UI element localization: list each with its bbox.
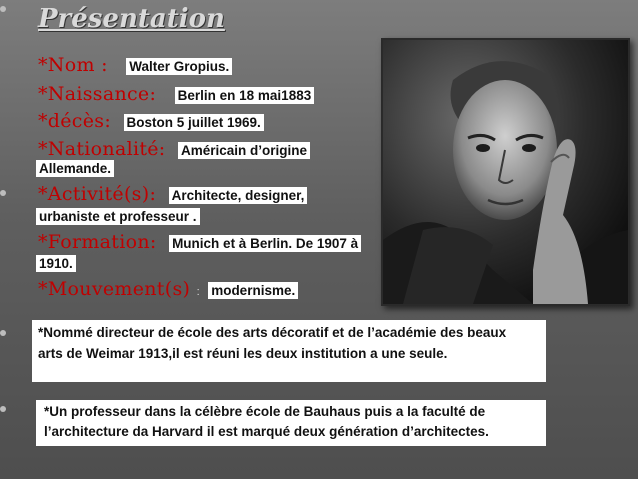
- label-activite: *Activité(s):: [38, 183, 157, 205]
- info-box-professeur-line1: *Un professeur dans la célèbre école de Bauhaus puis a la faculté de: [44, 404, 486, 419]
- field-nationalite: [38, 138, 310, 160]
- mouvement-colon: :: [196, 286, 200, 298]
- portrait-illustration: [383, 40, 628, 304]
- info-box-directeur: [32, 320, 546, 382]
- field-naissance: [38, 83, 314, 105]
- label-deces: *décès:: [38, 110, 112, 132]
- value-formation-cont: 1910.: [36, 255, 76, 272]
- bullet-dot: [0, 6, 6, 12]
- field-mouvement: [38, 278, 298, 300]
- field-nom: [38, 54, 232, 76]
- slide-title: Présentation: [38, 4, 225, 34]
- info-box-professeur: [36, 400, 546, 446]
- value-nom: Walter Gropius.: [126, 58, 232, 75]
- value-formation: Munich et à Berlin. De 1907 à: [169, 235, 361, 252]
- value-nationalite-cont: Allemande.: [36, 160, 114, 177]
- bullet-dot: [0, 190, 6, 196]
- label-naissance: *Naissance:: [38, 83, 157, 105]
- value-mouvement: modernisme.: [208, 282, 298, 299]
- value-activite: Architecte, designer,: [169, 187, 308, 204]
- info-box-directeur-line2: arts de Weimar 1913,il est réuni les deux institution a une seule.: [38, 346, 448, 361]
- label-mouvement: *Mouvement(s): [38, 278, 191, 300]
- info-box-professeur-line2: l’architecture da Harvard il est marqué deux génération d’architectes.: [44, 424, 489, 439]
- field-activite: [38, 183, 307, 205]
- label-nationalite: *Nationalité:: [38, 138, 166, 160]
- bullet-dot: [0, 406, 6, 412]
- label-nom: *Nom :: [38, 54, 108, 76]
- value-naissance: Berlin en 18 mai1883: [175, 87, 315, 104]
- portrait-photo: [381, 38, 630, 306]
- field-formation: [38, 231, 361, 253]
- info-box-directeur-line1: *Nommé directeur de école des arts décoratif et de l’académie des beaux: [38, 325, 507, 340]
- label-formation: *Formation:: [38, 231, 157, 253]
- value-activite-cont: urbaniste et professeur .: [36, 208, 200, 225]
- value-nationalite: Américain d’origine: [178, 142, 310, 159]
- field-deces: [38, 110, 264, 132]
- value-deces: Boston 5 juillet 1969.: [124, 114, 264, 131]
- bullet-dot: [0, 330, 6, 336]
